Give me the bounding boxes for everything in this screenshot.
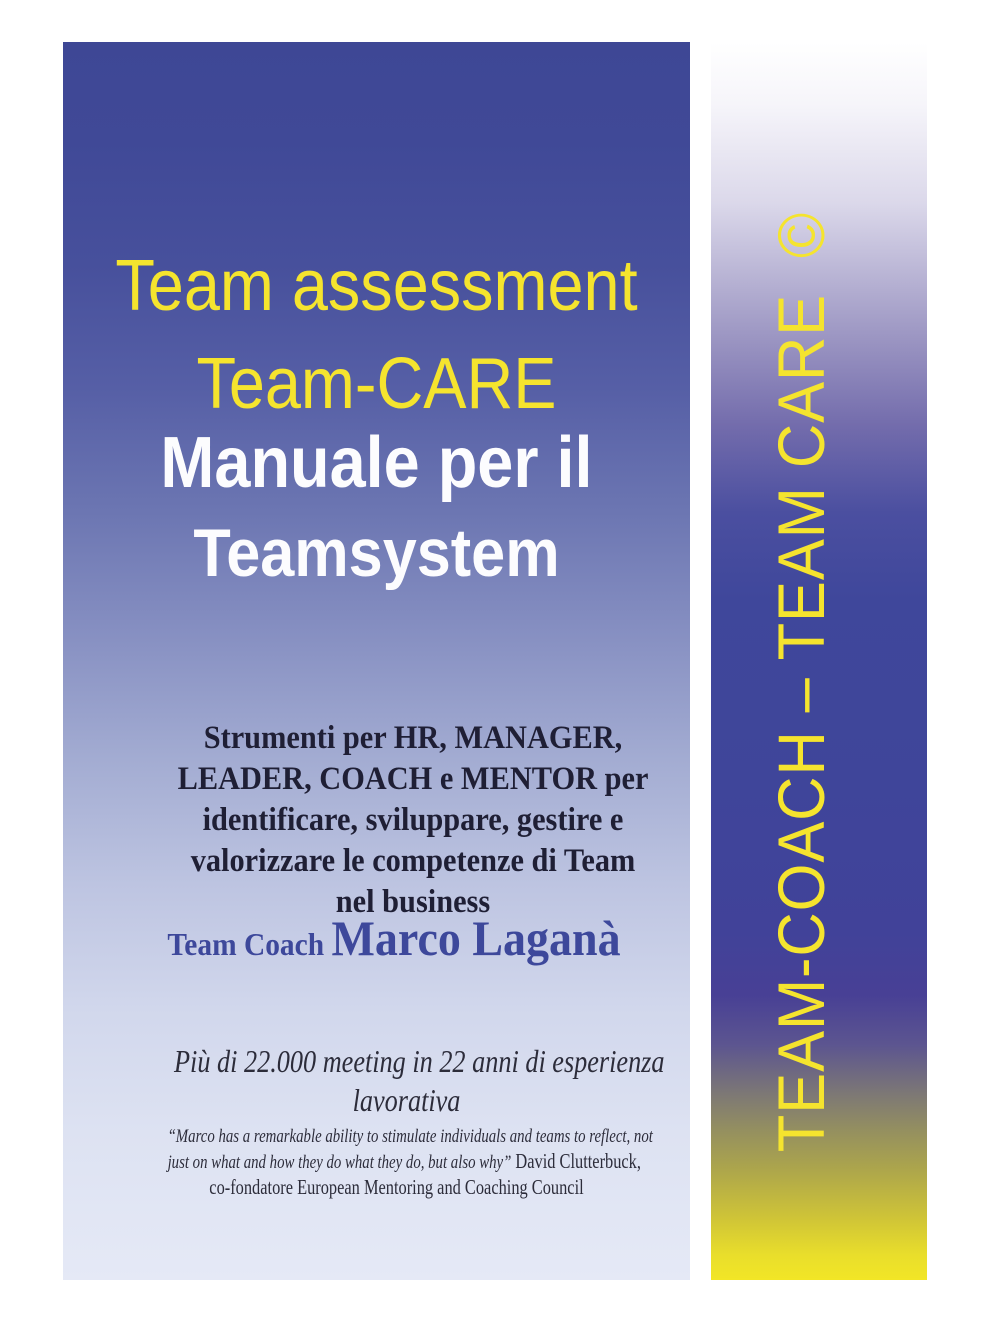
cover-subtitle-line-2: Teamsystem: [193, 515, 560, 591]
cover-subtitle-line-1: Manuale per il: [160, 423, 593, 503]
description-line: identificare, sviluppare, gestire e: [202, 802, 624, 838]
tagline-line: lavorativa: [352, 1082, 461, 1118]
front-cover-panel: [63, 42, 690, 1280]
quote-line: [168, 1175, 626, 1201]
quote-attribution: David Clutterbuck,: [511, 1149, 641, 1173]
description-line: valorizzare le competenze di Team: [190, 843, 636, 879]
description-line: LEADER, COACH e MENTOR per: [177, 761, 649, 797]
experience-tagline: [174, 1042, 665, 1120]
testimonial-quote: [167, 1125, 653, 1201]
description-line: nel business: [335, 884, 491, 920]
description-line: Strumenti per HR, MANAGER,: [203, 720, 623, 756]
author-role-label: Team Coach: [167, 926, 332, 962]
tagline-line: Più di 22.000 meeting in 22 anni di esperienza: [174, 1043, 665, 1079]
quote-attribution-role: co-fondatore European Mentoring and Coaching Council: [209, 1175, 584, 1199]
quote-line: [167, 1125, 653, 1149]
cover-title-line-2: Team-CARE: [196, 344, 557, 424]
spine-vertical-text: TEAM-COACH – TEAM CARE ©: [764, 211, 838, 1153]
spine-band: [711, 42, 927, 1280]
quote-text: “Marco has a remarkable ability to stimulate individuals and teams to reflect, not: [167, 1126, 653, 1147]
author-name: Marco Laganà: [331, 910, 621, 966]
author-line: [122, 907, 667, 982]
cover-title-line-1: Team assessment: [115, 246, 638, 326]
quote-line: [167, 1149, 641, 1175]
cover-description: [158, 718, 668, 923]
quote-text: just on what and how they do what they do, but also why”: [167, 1152, 512, 1173]
